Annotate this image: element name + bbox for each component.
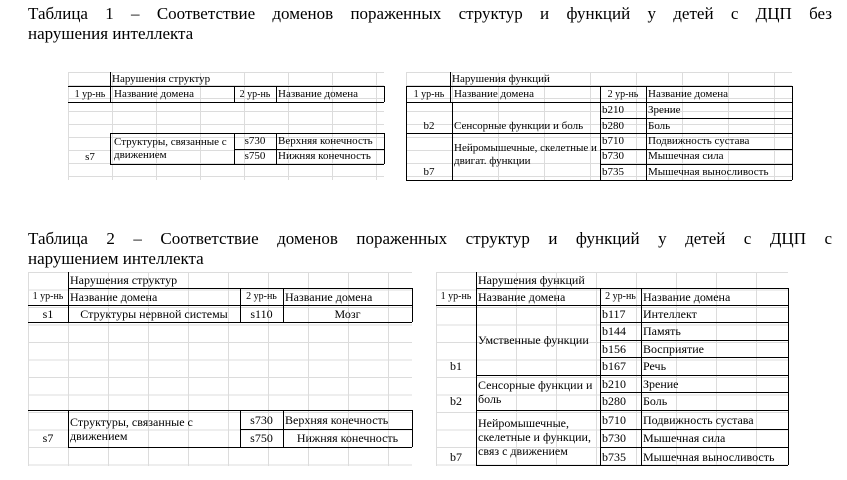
code-cell: b210 — [602, 103, 624, 116]
domain-cell: Верхняя конечность — [285, 413, 389, 427]
group-name: Структуры, связанные с движением — [70, 415, 193, 443]
col-header: Название домена — [643, 289, 731, 304]
code-cell: b280 — [602, 394, 626, 408]
table1-caption — [28, 4, 832, 44]
domain-cell: Мышечная выносливость — [648, 165, 769, 178]
domain-cell: Нижняя конечность — [296, 431, 399, 445]
code-cell: b144 — [602, 324, 626, 338]
caption-line: нарушением интеллекта — [28, 249, 204, 268]
group-header: Нарушения структур — [70, 273, 178, 287]
group-header: Нарушения структур — [112, 72, 211, 85]
col-header: 2 ур-нь — [605, 290, 636, 302]
domain-cell: Мозг — [334, 306, 361, 321]
code-cell: s750 — [250, 431, 273, 445]
code-cell: b735 — [602, 449, 626, 464]
code-cell: b710 — [602, 413, 626, 427]
domain-cell: Зрение — [648, 103, 681, 116]
group-code: b7 — [423, 165, 435, 178]
code-cell: b730 — [602, 431, 626, 445]
domain-cell: Подвижность сустава — [643, 413, 754, 427]
col-header: 1 ур-нь — [74, 89, 106, 100]
domain-cell: Речь — [643, 359, 667, 373]
domain-cell: Мышечная сила — [643, 431, 726, 445]
col-header: Название домена — [114, 88, 195, 100]
caption-line: Таблица 1 – Соответствие доменов пораженных структур и функций у детей с ДЦП без — [28, 4, 832, 23]
col-header: 1 ур-нь — [32, 290, 64, 302]
domain-cell: Интеллект — [643, 306, 697, 321]
col-header: Название домена — [478, 289, 566, 304]
group-name: Нейромышечные, скелетные и функции, связ с движением — [478, 416, 591, 458]
group-name: Умственные функции — [478, 333, 589, 347]
group-code: b7 — [450, 449, 462, 464]
code-cell: b710 — [602, 135, 624, 147]
group-name: Нейромышечные, скелетные и двигат. функции — [454, 142, 597, 167]
code-cell: s730 — [244, 135, 266, 147]
table2-caption — [28, 229, 832, 269]
code-cell: s750 — [244, 150, 266, 162]
group-code: s7 — [85, 150, 95, 163]
domain-cell: Зрение — [643, 376, 679, 391]
domain-cell: Мышечная сила — [648, 150, 724, 162]
col-header: 2 ур-нь — [246, 290, 277, 302]
domain-cell: Восприятие — [643, 341, 704, 356]
group-code: b1 — [450, 358, 462, 373]
code-cell: s110 — [250, 306, 273, 321]
col-header: Название домена — [278, 88, 359, 100]
col-header: 1 ур-нь — [440, 290, 472, 302]
group-name: Структуры нервной системы — [80, 306, 228, 321]
group-code: s1 — [42, 306, 54, 321]
group-name: Структуры, связанные с движением — [114, 136, 227, 161]
group-code: b2 — [450, 393, 462, 408]
group-name: Сенсорные функции и боль — [478, 378, 593, 406]
group-code: b2 — [423, 119, 435, 132]
caption-line: нарушения интеллекта — [28, 24, 194, 43]
col-header: 2 ур-нь — [239, 89, 271, 100]
col-header: Название домена — [285, 289, 373, 304]
group-name: Сенсорные функции и боль — [454, 119, 584, 132]
domain-cell: Подвижность сустава — [648, 135, 750, 147]
col-header: 1 ур-нь — [413, 89, 445, 100]
code-cell: b730 — [602, 150, 624, 162]
col-header: Название домена — [454, 88, 535, 100]
domain-cell: Боль — [648, 119, 671, 132]
domain-cell: Верхняя конечность — [278, 135, 373, 147]
domain-cell: Боль — [643, 394, 668, 408]
domain-cell: Нижняя конечность — [278, 150, 371, 162]
col-header: 2 ур-нь — [607, 89, 639, 100]
code-cell: b280 — [602, 119, 624, 132]
code-cell: b167 — [602, 359, 626, 373]
col-header: Название домена — [70, 289, 158, 304]
code-cell: b117 — [602, 306, 626, 321]
code-cell: b156 — [602, 341, 626, 356]
group-header: Нарушения функций — [478, 273, 585, 287]
caption-line: Таблица 2 – Соответствие доменов пораженных структур и функций у детей с ДЦП с — [28, 229, 832, 248]
code-cell: b210 — [602, 376, 626, 391]
domain-cell: Память — [643, 324, 681, 338]
col-header: Название домена — [648, 88, 729, 100]
domain-cell: Мышечная выносливость — [643, 449, 775, 464]
code-cell: s730 — [250, 413, 273, 427]
group-code: s7 — [42, 431, 54, 445]
code-cell: b735 — [602, 165, 624, 178]
group-header: Нарушения функций — [452, 72, 550, 85]
